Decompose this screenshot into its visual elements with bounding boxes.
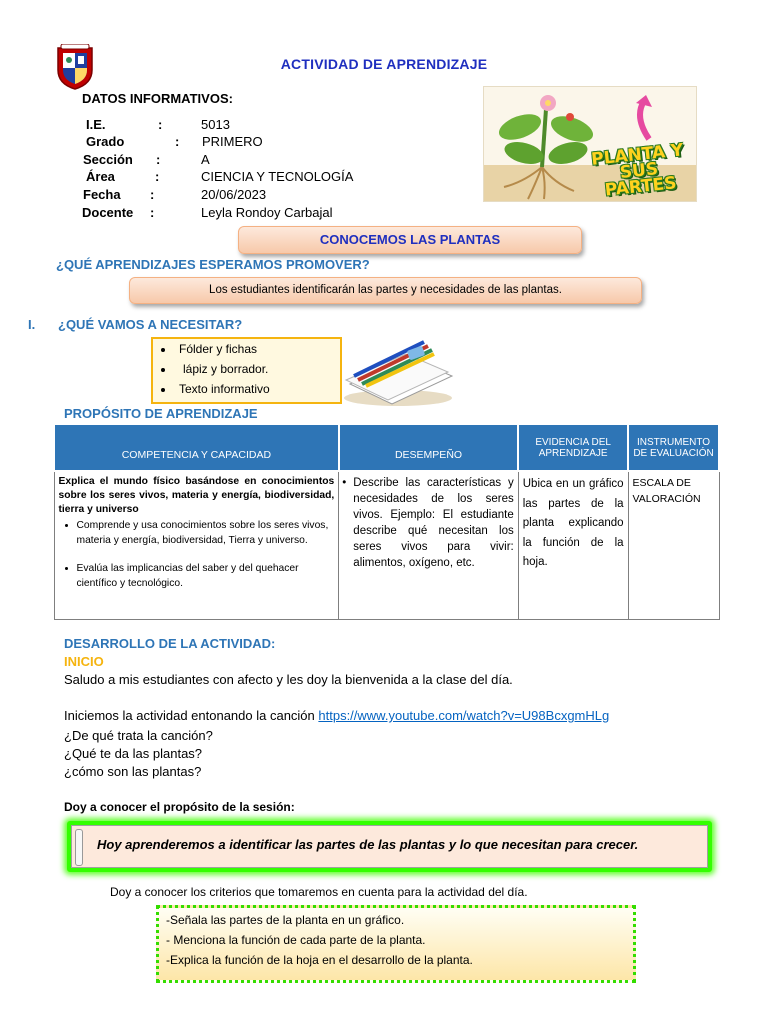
table-row xyxy=(54,471,719,619)
desempeno-description: Describe las características y necesidades de los seres vivos. Ejemplo: El estudiante describe qué necesitan los seres vivos para vivir: alimentos, oxígeno, etc. xyxy=(353,477,514,569)
info-value: CIENCIA Y TECNOLOGÍA xyxy=(201,169,354,184)
competencia-cell xyxy=(54,471,339,619)
list-item: • lápiz y borrador. xyxy=(175,359,340,379)
necesitar-question: ¿QUÉ VAMOS A NECESITAR? xyxy=(58,317,243,332)
criteria-item: -Explica la función de la hoja en el desarrollo de la planta. xyxy=(166,953,473,967)
info-value: Leyla Rondoy Carbajal xyxy=(201,205,333,220)
aprendizajes-answer-box xyxy=(129,277,642,304)
proposito-sesion-label: Doy a conocer el propósito de la sesión: xyxy=(64,800,295,814)
table-header: DESEMPEÑO xyxy=(339,424,518,471)
info-sep: : xyxy=(158,117,163,132)
info-value: A xyxy=(201,152,210,167)
info-label: I.E. xyxy=(86,117,106,132)
info-value: 20/06/2023 xyxy=(201,187,267,202)
info-sep: : xyxy=(156,152,161,167)
info-sep: : xyxy=(150,187,155,202)
desempeno-text: • Describe las características y necesidades de los seres vivos. Ejemplo: El estudiante describe qué necesitan los seres vivos para vivir: alimentos, oxígeno, etc. xyxy=(342,477,514,569)
plant-parts-illustration xyxy=(483,86,697,202)
stationery-illustration xyxy=(340,332,458,408)
criteria-item: -Señala las partes de la planta en un gráfico. xyxy=(166,913,405,927)
info-label: Docente xyxy=(82,205,134,220)
info-sep: : xyxy=(150,205,155,220)
question-2: ¿Qué te da las plantas? xyxy=(64,746,203,761)
info-sep: : xyxy=(175,134,180,149)
criterios-label: Doy a conocer los criterios que tomaremos en cuenta para la actividad del día. xyxy=(110,885,528,899)
proposito-heading: PROPÓSITO DE APRENDIZAJE xyxy=(64,406,258,421)
song-link[interactable]: https://www.youtube.com/watch?v=U98BcxgmHLg xyxy=(318,708,610,723)
topic-title: CONOCEMOS LAS PLANTAS xyxy=(319,232,501,247)
capacidades-list xyxy=(59,519,335,591)
info-label: Grado xyxy=(86,134,125,149)
criteria-item: - Menciona la función de cada parte de la planta. xyxy=(166,933,426,947)
list-item: • Texto informativo xyxy=(175,379,340,399)
list-item: • Evalúa las implicancias del saber y del quehacer científico y tecnológico. xyxy=(77,562,335,591)
materials-box xyxy=(151,337,342,404)
info-sep: : xyxy=(155,169,160,184)
aprendizajes-answer: Los estudiantes identificarán las partes y necesidades de las plantas. xyxy=(209,284,562,296)
question-1: ¿De qué trata la canción? xyxy=(64,728,213,743)
table-header: COMPETENCIA Y CAPACIDAD xyxy=(54,424,339,471)
banner-title: PLANTA Y SUS PARTES xyxy=(590,140,685,201)
evidencia-cell xyxy=(518,471,628,619)
page-title: ACTIVIDAD DE APRENDIZAJE xyxy=(280,56,488,72)
table-header: EVIDENCIA DEL APRENDIZAJE xyxy=(518,424,628,471)
aprendizajes-question: ¿QUÉ APRENDIZAJES ESPERAMOS PROMOVER? xyxy=(56,257,370,272)
cancion-prefix: Iniciemos la actividad entonando la canción xyxy=(64,708,319,723)
inicio-label: INICIO xyxy=(64,654,104,669)
list-item: • Fólder y fichas xyxy=(175,339,340,359)
materials-list xyxy=(153,339,340,399)
criteria-box xyxy=(156,905,636,983)
saludo-text: Saludo a mis estudiantes con afecto y les doy la bienvenida a la clase del día. xyxy=(64,672,513,687)
info-label: Sección xyxy=(83,152,133,167)
evidencia-text: Ubica en un gráfico las partes de la planta explicando la función de la hoja. xyxy=(522,478,624,568)
info-value: PRIMERO xyxy=(202,134,263,149)
desarrollo-heading: DESARROLLO DE LA ACTIVIDAD: xyxy=(64,636,276,651)
datos-informativos-label: DATOS INFORMATIVOS: xyxy=(82,91,233,106)
instrumento-cell xyxy=(628,471,719,619)
table-header: INSTRUMENTO DE EVALUACIÓN xyxy=(628,424,719,471)
list-item: • Comprende y usa conocimientos sobre los seres vivos, materia y energía, biodiversidad, Tierra y universo. xyxy=(77,519,335,548)
desempeno-cell xyxy=(339,471,518,619)
question-3: ¿cómo son las plantas? xyxy=(64,764,202,779)
cancion-line xyxy=(64,708,609,723)
learning-purpose-table xyxy=(53,423,720,620)
table-header-row xyxy=(54,424,719,471)
topic-banner xyxy=(238,226,582,254)
competencia-main: Explica el mundo físico basándose en conocimientos sobre los seres vivos, materia y energía, biodiversidad, tierra y universo xyxy=(58,476,335,515)
session-purpose-box xyxy=(67,821,712,872)
session-purpose-text: Hoy aprenderemos a identificar las partes de las plantas y lo que necesitan para crecer. xyxy=(97,837,639,852)
purpose-box-edge xyxy=(75,829,83,866)
necesitar-numeral: I. xyxy=(28,317,36,332)
info-label: Área xyxy=(86,169,115,184)
instrumento-text: ESCALA DE VALORACIÓN xyxy=(632,477,701,505)
info-label: Fecha xyxy=(83,187,121,202)
info-value: 5013 xyxy=(201,117,230,132)
